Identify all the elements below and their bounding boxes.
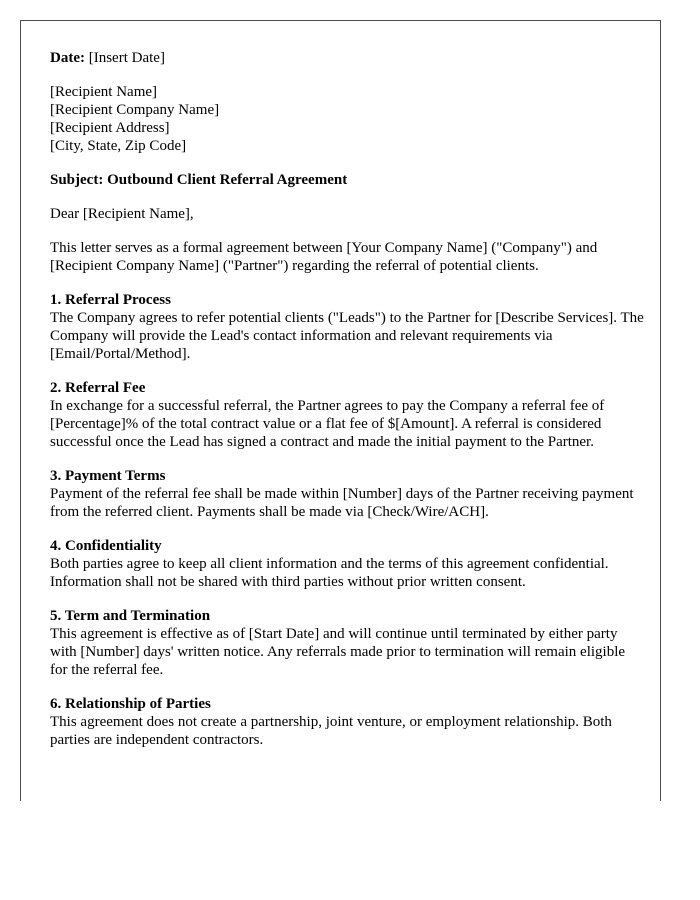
section-title: 5. Term and Termination xyxy=(50,608,211,624)
section-body: This agreement is effective as of [Start Date] and will continue until terminated by either party with [Number] days' written notice. Any referrals made prior to termination will remain eligible for the referral fee. xyxy=(50,626,626,678)
section-body: Both parties agree to keep all client information and the terms of this agreement confidential. Information shall not be shared with third parties without prior written consent. xyxy=(50,556,609,590)
section-referral-fee xyxy=(50,379,646,451)
section-body: The Company agrees to refer potential clients ("Leads") to the Partner for [Describe Services]. The Company will provide the Lead's contact information and relevant requirements via [Email/Portal/Method]. xyxy=(50,310,644,362)
section-referral-process xyxy=(50,291,646,363)
section-confidentiality xyxy=(50,537,646,591)
intro-paragraph: This letter serves as a formal agreement between [Your Company Name] ("Company") and [Recipient Company Name] ("Partner") regarding the referral of potential clients. xyxy=(50,240,598,274)
recipient-city-state-zip: [City, State, Zip Code] xyxy=(50,138,187,154)
salutation: Dear [Recipient Name], xyxy=(50,206,194,222)
section-payment-terms xyxy=(50,467,646,521)
subject-line: Subject: Outbound Client Referral Agreement xyxy=(50,172,348,188)
section-term-termination xyxy=(50,607,646,679)
section-body: This agreement does not create a partnership, joint venture, or employment relationship. Both parties are independent contractors. xyxy=(50,714,612,748)
section-title: 1. Referral Process xyxy=(50,292,171,308)
letter-content xyxy=(50,49,646,765)
recipient-block xyxy=(50,83,646,155)
section-title: 3. Payment Terms xyxy=(50,468,166,484)
section-body: In exchange for a successful referral, the Partner agrees to pay the Company a referral fee of [Percentage]% of the total contract value or a flat fee of $[Amount]. A referral is considered successful once the Lead has signed a contract and made the initial payment to the Partner. xyxy=(50,398,605,450)
recipient-name: [Recipient Name] xyxy=(50,84,158,100)
date-line xyxy=(50,49,646,67)
section-title: 2. Referral Fee xyxy=(50,380,146,396)
recipient-company: [Recipient Company Name] xyxy=(50,102,220,118)
section-title: 4. Confidentiality xyxy=(50,538,162,554)
section-relationship-parties xyxy=(50,695,646,749)
date-label: Date: xyxy=(50,50,85,66)
recipient-address: [Recipient Address] xyxy=(50,120,170,136)
letter-page xyxy=(20,20,661,801)
date-value: [Insert Date] xyxy=(88,50,165,66)
section-body: Payment of the referral fee shall be made within [Number] days of the Partner receiving payment from the referred client. Payments shall be made via [Check/Wire/ACH]. xyxy=(50,486,634,520)
section-title: 6. Relationship of Parties xyxy=(50,696,211,712)
